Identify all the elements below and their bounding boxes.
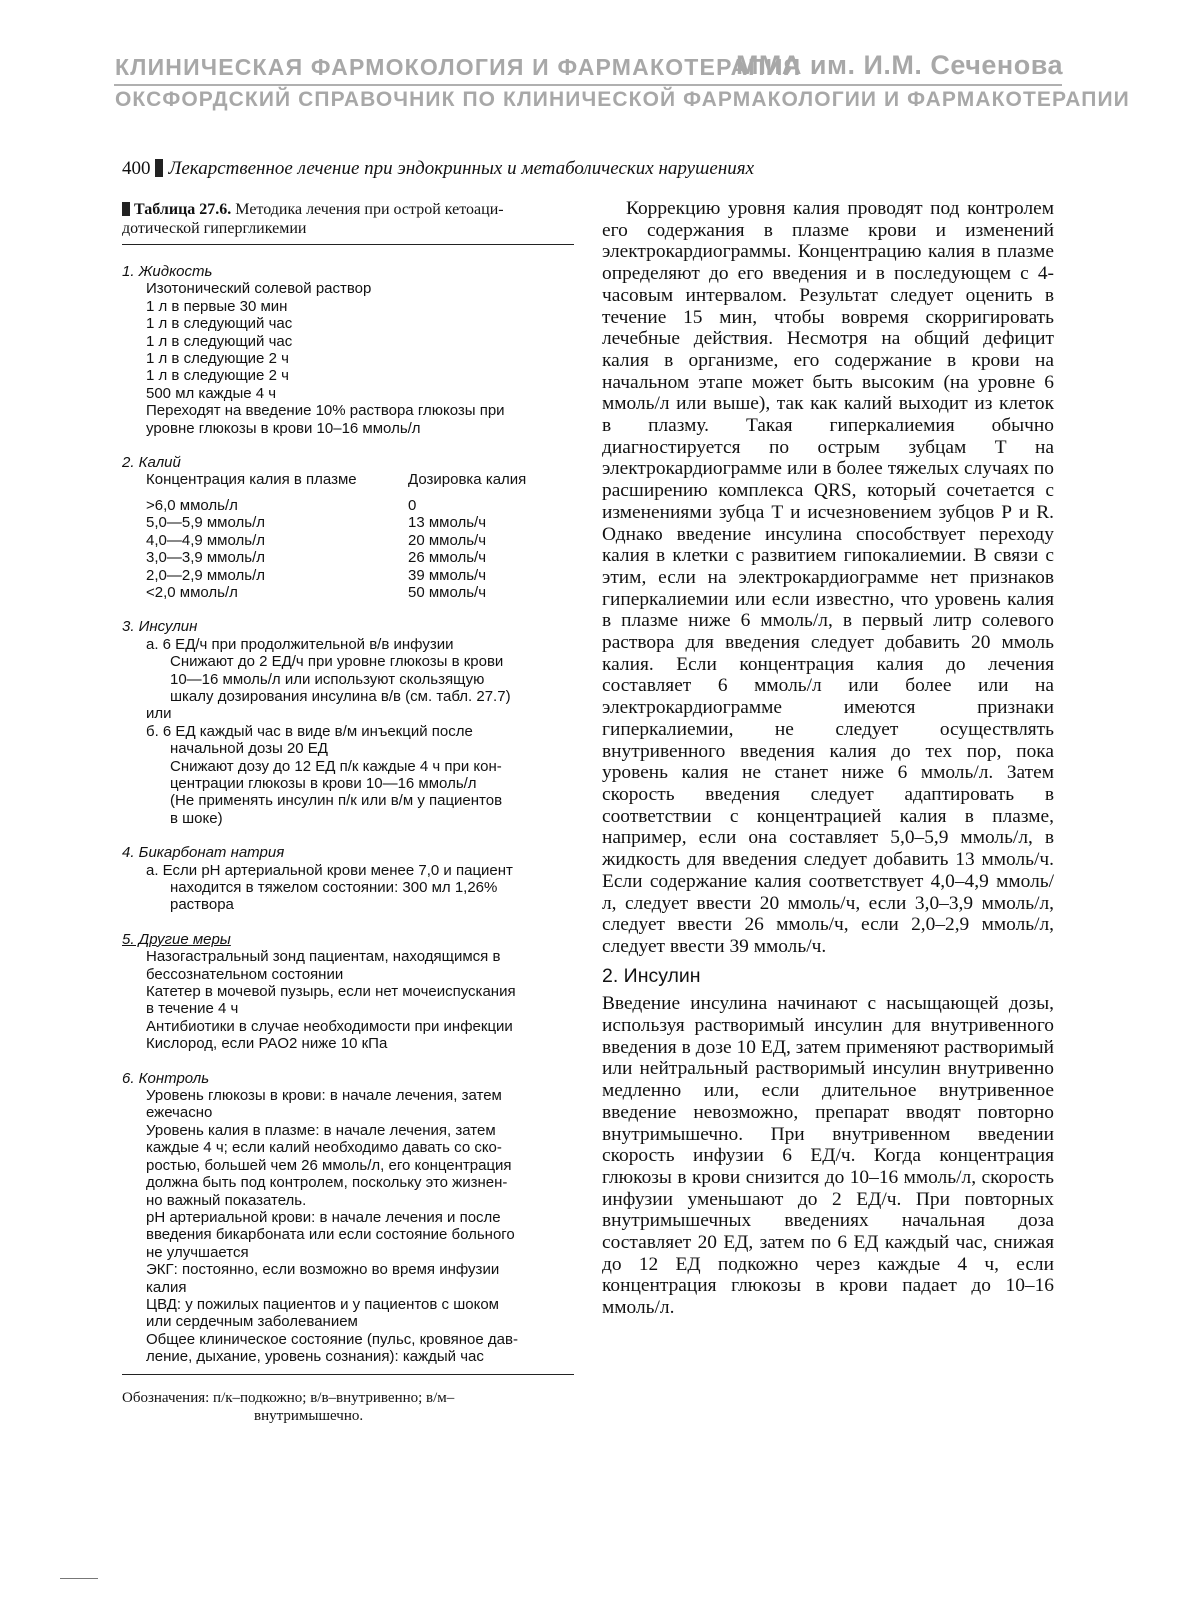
section-bicarbonate: [122, 844, 574, 914]
caption-line: дотической гипергликемии: [122, 220, 307, 237]
section-line: введения бикарбоната или если состояние больного: [146, 1226, 515, 1244]
section-line: начальной дозы 20 ЕД: [170, 740, 328, 758]
book-series-title: КЛИНИЧЕСКАЯ ФАРМОКОЛОГИЯ И ФАРМАКОТЕРАПИЯ: [115, 54, 802, 80]
section-heading: 2. Калий: [122, 454, 181, 472]
section-line: (Не применять инсулин п/к или в/м у пациентов: [170, 792, 503, 810]
table-row: [122, 532, 574, 549]
section-line: Антибиотики в случае необходимости при инфекции: [146, 1017, 513, 1035]
running-head: [122, 158, 754, 180]
table-cell: 50 ммоль/ч: [408, 583, 487, 601]
table-cell: 2,0—2,9 ммоль/л: [146, 566, 265, 584]
section-line: Катетер в мочевой пузырь, если нет мочеиспускания: [146, 983, 516, 1001]
header-banner: [0, 50, 1195, 88]
section-line: центрации глюкозы в крови 10—16 ммоль/л: [170, 774, 477, 792]
table-column: [122, 200, 574, 1425]
square-marker-icon: [122, 202, 130, 216]
section-line: Снижают дозу до 12 ЕД п/к каждые 4 ч при кон-: [170, 757, 502, 775]
section-line: шкалу дозирования инсулина в/в (см. табл. 27.7): [170, 687, 511, 705]
section-line: раствора: [170, 896, 234, 914]
section-heading: 4. Бикарбонат натрия: [122, 844, 285, 862]
column-header: Концентрация калия в плазме: [146, 471, 357, 489]
section-line: уровне глюкозы в крови 10–16 ммоль/л: [146, 419, 421, 437]
section-line: не улучшается: [146, 1243, 249, 1261]
section-line: 500 мл каждые 4 ч: [146, 384, 277, 402]
section-line: в шоке): [170, 809, 223, 827]
table-label: Таблица 27.6.: [134, 201, 232, 218]
section-line: pH артериальной крови: в начале лечения и после: [146, 1208, 501, 1226]
section-monitoring: [122, 1070, 574, 1366]
section-line: должна быть под контролем, поскольку это жизнен-: [146, 1174, 508, 1192]
section-line: 1 л в первые 30 мин: [146, 297, 288, 315]
table-cell: 20 ммоль/ч: [408, 531, 487, 549]
section-line: а. Если pH артериальной крови менее 7,0 и пациент: [146, 861, 513, 879]
table-row: [122, 514, 574, 531]
section-line: Кислород, если PAO2 ниже 10 кПа: [146, 1035, 388, 1053]
table-cell: 0: [408, 496, 417, 514]
table-cell: 26 ммоль/ч: [408, 549, 487, 567]
section-line: находится в тяжелом состоянии: 300 мл 1,26%: [170, 879, 498, 896]
table-cell: >6,0 ммоль/л: [146, 496, 238, 514]
section-line: каждые 4 ч; если калий необходимо давать со ско-: [146, 1139, 502, 1157]
table-notes: [122, 1389, 574, 1425]
section-line: а. 6 ЕД/ч при продолжительной в/в инфузии: [146, 635, 454, 653]
table-top-rule: [122, 244, 574, 245]
page-mark: [60, 1578, 98, 1579]
section-line: Общее клиническое состояние (пульс, кровяное дав-: [146, 1330, 518, 1348]
section-line: б. 6 ЕД каждый час в виде в/м инъекций после: [146, 722, 473, 740]
section-line: ление, дыхание, уровень сознания): каждый час: [146, 1348, 484, 1366]
header-rule: [114, 84, 1062, 86]
section-line: Снижают до 2 ЕД/ч при уровне глюкозы в крови: [170, 653, 504, 671]
square-marker-icon: [155, 159, 163, 177]
section-other-measures: [122, 931, 574, 1053]
section-line: ЦВД: у пожилых пациентов и у пациентов с шоком: [146, 1295, 499, 1313]
notes-line: внутримышечно.: [254, 1407, 364, 1424]
section-line: Уровень калия в плазме: в начале лечения, затем: [146, 1121, 496, 1139]
table-bottom-rule: [122, 1374, 574, 1375]
section-line: 1 л в следующие 2 ч: [146, 350, 289, 368]
section-line: бессознательном состоянии: [146, 965, 344, 983]
column-header: Дозировка калия: [408, 471, 527, 489]
table-row: [122, 497, 574, 514]
table-cell: 13 ммоль/ч: [408, 514, 487, 532]
section-line: Назогастральный зонд пациентам, находящимся в: [146, 948, 501, 966]
section-line: Изотонический солевой раствор: [146, 280, 372, 298]
body-paragraph: Введение инсулина начинают с насыщающей дозы, используя растворимый инсулин для внутривенного введения в дозе 10 ЕД, затем применяют растворимый или нейтральный растворимый инсулин внутривенно медленно или, если длительное внутривенное введение невозможно, препарат вводят повторно внутримышечно. При внутривенном введении скорость инфузии 6 ЕД/ч. Когда концентрация глюкозы в крови снизится до 10–16 ммоль/л, скорость инфузии уменьшают до 2 ЕД/ч. При повторных внутримышечных введениях начальная доза составляет 20 ЕД, затем по 6 ЕД каждый час, снижая до 12 ЕД подкожно через каждые 4 ч, если концентрация глюкозы в крови падает до 10–16 ммоль/л.: [602, 993, 1054, 1319]
book-subtitle: ОКСФОРДСКИЙ СПРАВОЧНИК ПО КЛИНИЧЕСКОЙ ФАРМАКОЛОГИИ И ФАРМАКОТЕРАПИИ: [115, 88, 1130, 111]
notes-line: Обозначения: п/к–подкожно; в/в–внутривенно; в/м–: [122, 1389, 455, 1406]
table-caption: [122, 200, 574, 238]
table-cell: 4,0—4,9 ммоль/л: [146, 531, 265, 549]
section-heading: 5. Другие меры: [122, 930, 231, 948]
table-row: [122, 584, 574, 601]
section-line: калия: [146, 1278, 187, 1296]
table-cell: 39 ммоль/ч: [408, 566, 487, 584]
section-line: 1 л в следующий час: [146, 315, 293, 333]
table-row: [122, 567, 574, 584]
section-heading: 2. Инсулин: [602, 964, 701, 987]
table-cell: <2,0 ммоль/л: [146, 583, 238, 601]
chapter-title: Лекарственное лечение при эндокринных и метаболических нарушениях: [168, 158, 755, 179]
section-potassium: [122, 454, 574, 601]
section-insulin: [122, 618, 574, 827]
table-row: [122, 549, 574, 566]
section-line: 10—16 ммоль/л или используют скользящую: [170, 670, 485, 688]
body-paragraph: Коррекцию уровня калия проводят под контролем его содержания в плазме крови и изменений электрокардиограммы. Концентрацию калия в плазме определяют до его введения и в последующем с 4-часовым интервалом. Результат следует оценить в течение 15 мин, чтобы вовремя скорригировать лечебные действия. Несмотря на общий дефицит калия в организме, его содержание в крови на начальном этапе может быть высоким (на уровне 6 ммоль/л или выше), так как калий выходит из клеток в плазму. Такая гиперкалиемия обычно диагностируется по острым зубцам Т на электрокардиограмме или в более тяжелых случаях по расширению комплекса QRS, который сочетается с изменениями зубца Т и исчезновением зубцов Р и R. Однако введение инсулина способствует переходу калия в клетки с развитием гипокалиемии. В связи с этим, если на электрокардиограмме нет признаков гиперкалиемии или если известно, что уровень калия в плазме ниже 6 ммоль/л, в первый литр солевого раствора для введения следует добавить 20 ммоль калия. Если концентрация калия до лечения составляет 6 ммоль/л или более или на электрокардиограмме имеются признаки гиперкалиемии, не следует осуществлять внутривенного введения калия до тех пор, пока уровень калия не станет ниже 6 ммоль/л. Затем скорость введения следует адаптировать в соответствии с концентрацией калия в плазме, например, если она составляет 5,0–5,9 ммоль/л, в жидкость для введения следует добавить 13 ммоль/ч. Если содержание калия соответствует 4,0–4,9 ммоль/л, следует ввести 20 ммоль/ч, если 3,0–3,9 ммоль/л, следует ввести 26 ммоль/ч, если 2,0–2,9 ммоль/л, следует ввести 39 ммоль/ч.: [602, 198, 1054, 957]
section-line: Переходят на введение 10% раствора глюкозы при: [146, 402, 505, 420]
table-cell: 5,0—5,9 ммоль/л: [146, 514, 265, 532]
section-line: но важный показатель.: [146, 1191, 307, 1209]
section-line: 1 л в следующий час: [146, 332, 293, 350]
table-cell: 3,0—3,9 ммоль/л: [146, 549, 265, 567]
section-fluids: [122, 263, 574, 437]
section-line: 1 л в следующие 2 ч: [146, 367, 289, 385]
section-line: ЭКГ: постоянно, если возможно во время инфузии: [146, 1261, 500, 1279]
section-line: ростью, большей чем 26 ммоль/л, его концентрация: [146, 1156, 512, 1174]
body-text-column: [602, 198, 1054, 1319]
section-line: Уровень глюкозы в крови: в начале лечения, затем: [146, 1087, 502, 1105]
page-number: 400: [122, 158, 151, 179]
institution-title: ММА им. И.М. Сеченова: [735, 50, 1063, 80]
section-heading: 1. Жидкость: [122, 263, 213, 280]
section-line: в течение 4 ч: [146, 1000, 239, 1018]
section-line: или сердечным заболеванием: [146, 1313, 358, 1331]
potassium-table-header: [122, 471, 574, 488]
section-line: или: [146, 705, 172, 723]
section-heading: 3. Инсулин: [122, 618, 198, 636]
section-heading: 6. Контроль: [122, 1069, 210, 1087]
section-line: ежечасно: [146, 1104, 213, 1122]
caption-line: Методика лечения при острой кетоаци-: [235, 201, 504, 218]
